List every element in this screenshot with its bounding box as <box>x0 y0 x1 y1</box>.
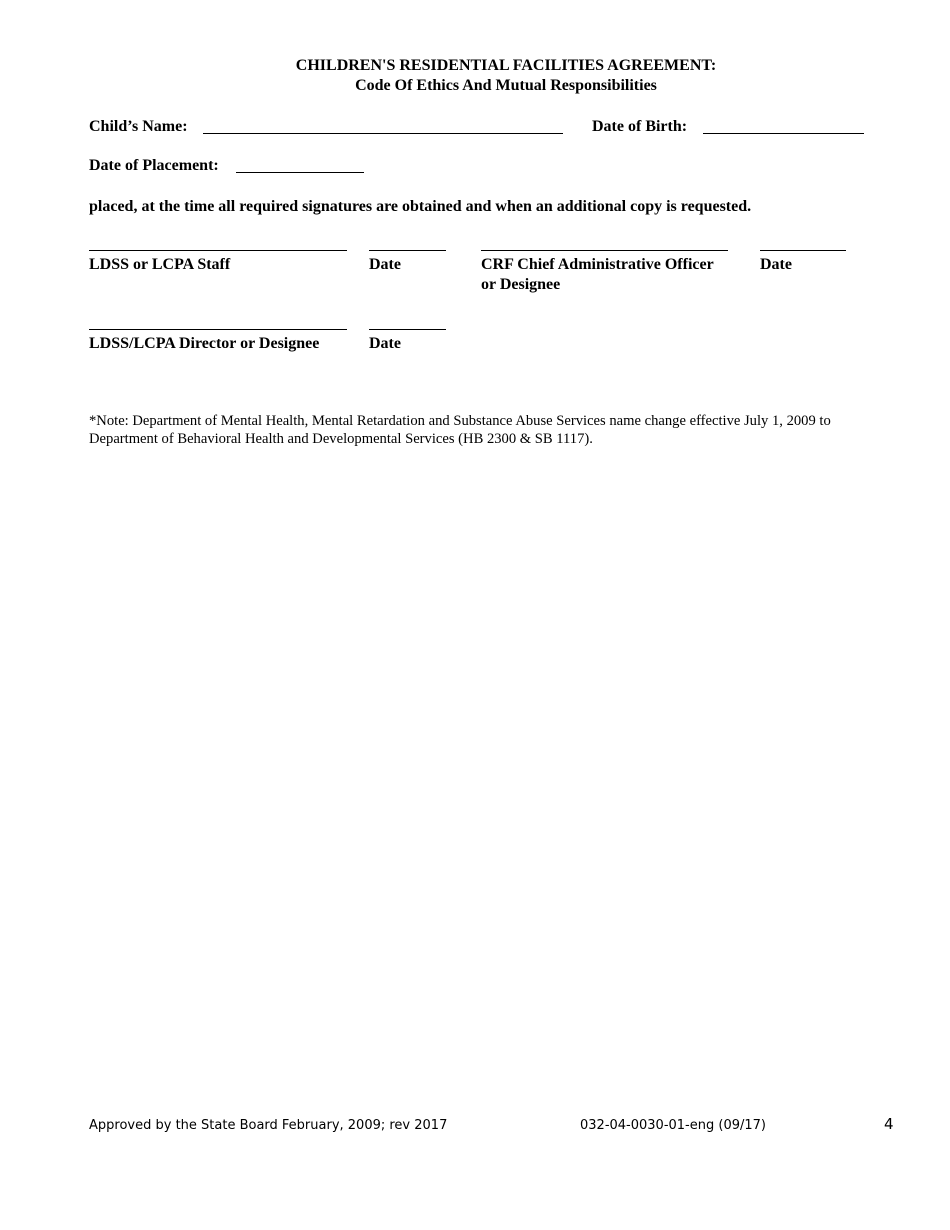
crf-officer-date-line[interactable] <box>760 250 846 251</box>
document-title: CHILDREN'S RESIDENTIAL FACILITIES AGREEMENT: <box>295 57 717 74</box>
page-number: 4 <box>884 1115 894 1133</box>
dob-field[interactable] <box>703 133 864 134</box>
director-date-line[interactable] <box>369 329 446 330</box>
ldss-staff-signature-line[interactable] <box>89 250 347 251</box>
director-label: LDSS/LCPA Director or Designee <box>89 335 320 352</box>
form-number: 032-04-0030-01-eng (09/17) <box>580 1118 766 1133</box>
director-date-label: Date <box>369 335 401 352</box>
ldss-staff-label: LDSS or LCPA Staff <box>89 256 231 273</box>
document-subtitle: Code Of Ethics And Mutual Responsibilities <box>355 77 657 94</box>
ldss-staff-date-line[interactable] <box>369 250 446 251</box>
dob-label: Date of Birth: <box>592 118 688 135</box>
crf-officer-signature-line[interactable] <box>481 250 728 251</box>
crf-officer-label-line2: or Designee <box>481 276 561 293</box>
placement-date-label: Date of Placement: <box>89 157 219 174</box>
child-name-field[interactable] <box>203 133 563 134</box>
crf-officer-date-label: Date <box>760 256 792 273</box>
child-name-label: Child’s Name: <box>89 118 188 135</box>
statement-text: placed, at the time all required signatures are obtained and when an additional copy is requested. <box>89 198 752 215</box>
ldss-staff-date-label: Date <box>369 256 401 273</box>
name-change-note: *Note: Department of Mental Health, Mental Retardation and Substance Abuse Services name change effective July 1, 2009 to Department of Behavioral Health and Developmental Services (HB 2300 & SB 1117). <box>89 413 831 447</box>
approval-footer: Approved by the State Board February, 2009; rev 2017 <box>89 1118 448 1133</box>
crf-officer-label: CRF Chief Administrative Officer <box>481 256 714 273</box>
director-signature-line[interactable] <box>89 329 347 330</box>
placement-date-field[interactable] <box>236 172 364 173</box>
